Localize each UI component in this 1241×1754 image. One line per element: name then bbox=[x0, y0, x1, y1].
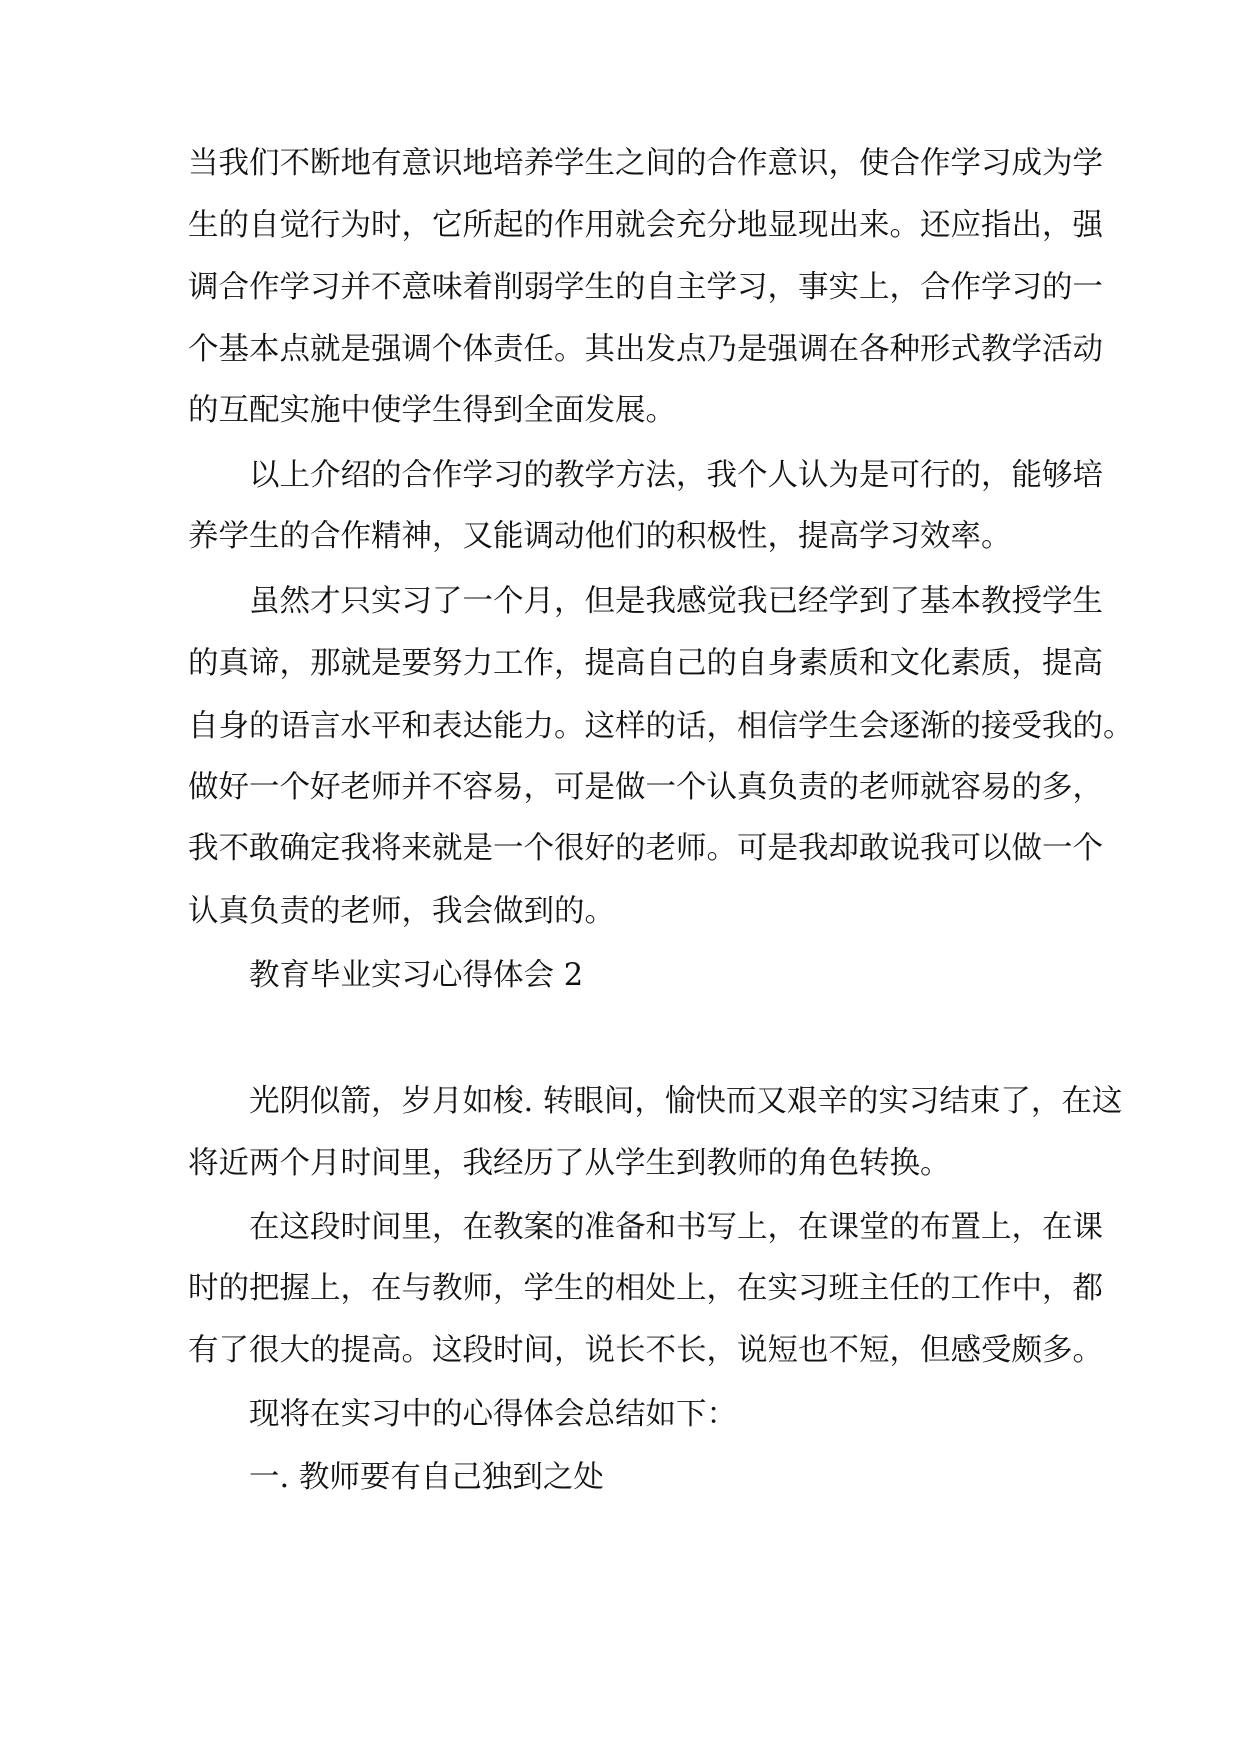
paragraph-line: 自身的语言水平和表达能力。这样的话，相信学生会逐渐的接受我的。 bbox=[188, 709, 1134, 744]
paragraph-line: 有了很大的提高。这段时间，说长不长，说短也不短，但感受颇多。 bbox=[188, 1333, 1103, 1368]
list-heading: 一. 教师要有自己独到之处 bbox=[249, 1460, 604, 1495]
section-heading: 教育毕业实习心得体会 2 bbox=[249, 958, 584, 993]
paragraph-line: 我不敢确定我将来就是一个很好的老师。可是我却敢说我可以做一个 bbox=[188, 831, 1103, 866]
paragraph-line: 调合作学习并不意味着削弱学生的自主学习，事实上，合作学习的一 bbox=[188, 270, 1103, 305]
paragraph-line: 将近两个月时间里，我经历了从学生到教师的角色转换。 bbox=[188, 1146, 951, 1181]
paragraph-line: 以上介绍的合作学习的教学方法，我个人认为是可行的，能够培 bbox=[249, 458, 1103, 493]
paragraph-line: 个基本点就是强调个体责任。其出发点乃是强调在各种形式教学活动 bbox=[188, 332, 1103, 367]
paragraph-line: 生的自觉行为时，它所起的作用就会充分地显现出来。还应指出，强 bbox=[188, 208, 1103, 243]
paragraph-line: 认真负责的老师，我会做到的。 bbox=[188, 894, 615, 929]
paragraph-line: 当我们不断地有意识地培养学生之间的合作意识，使合作学习成为学 bbox=[188, 146, 1103, 181]
paragraph-line: 养学生的合作精神，又能调动他们的积极性，提高学习效率。 bbox=[188, 519, 1012, 554]
paragraph-line: 做好一个好老师并不容易，可是做一个认真负责的老师就容易的多， bbox=[188, 770, 1103, 805]
paragraph-line: 的真谛，那就是要努力工作，提高自己的自身素质和文化素质，提高 bbox=[188, 646, 1103, 681]
paragraph-line: 的互配实施中使学生得到全面发展。 bbox=[188, 393, 676, 428]
paragraph-line: 在这段时间里，在教案的准备和书写上，在课堂的布置上，在课 bbox=[249, 1210, 1103, 1245]
paragraph-line: 现将在实习中的心得体会总结如下： bbox=[249, 1397, 737, 1432]
paragraph-line: 虽然才只实习了一个月，但是我感觉我已经学到了基本教授学生 bbox=[249, 584, 1103, 619]
paragraph-line: 时的把握上，在与教师，学生的相处上，在实习班主任的工作中，都 bbox=[188, 1271, 1103, 1306]
paragraph-line: 光阴似箭，岁月如梭. 转眼间，愉快而又艰辛的实习结束了，在这 bbox=[249, 1084, 1123, 1119]
